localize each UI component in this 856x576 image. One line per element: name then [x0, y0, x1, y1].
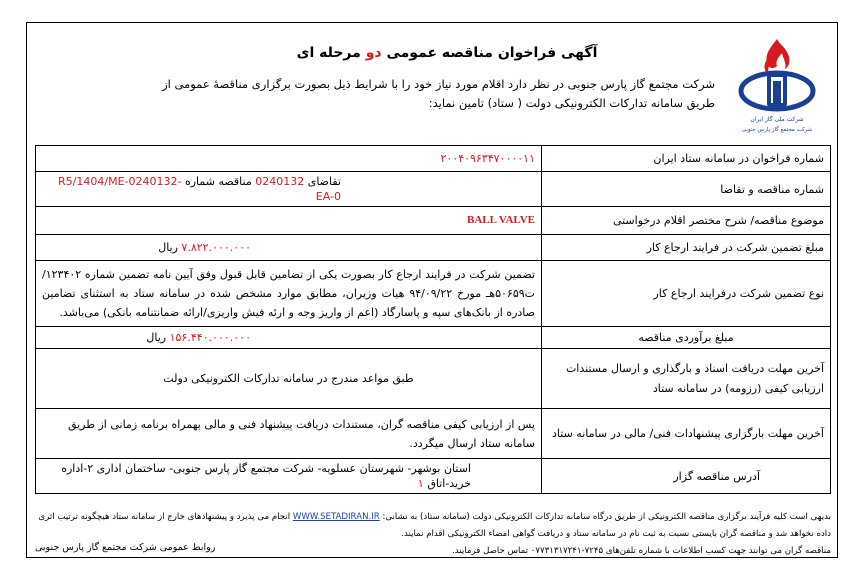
proposals-deadline: پس از ارزیابی کیفی مناقصه گران، مستندات دریافت پیشنهاد فنی و مالی بهمراه برنامه زمانی از طریق سامانه ستاد ارسال میگردد.: [36, 409, 542, 459]
guarantee-type: تضمین شرکت در فرایند ارجاع کار بصورت یکی از تضامین قابل قبول وفق آیین نامه تضمین شماره ۱۲۳۴۰۲/ت۵۰۶۵۹هـ مورخ ۹۴/۰۹/۲۲ هیات وزیران، مطابق موارد مشخص شده در سامانه ستاد به استثنای تضامین صادره از بانک‌های سپه و پاسارگاد (اعم از واریز وجه و ارئه فیش واریزی/ارائه ضمانتنامه بانکی) می‌باشد.: [36, 261, 542, 327]
tenderer-address: استان بوشهر- شهرستان عسلویه- شرکت مجتمع گاز پارس جنوبی- ساختمان اداری ۲-اداره خرید-اتاق ۱: [36, 459, 542, 494]
notice-frame: [26, 22, 838, 558]
documents-deadline: طبق مواعد مندرج در سامانه تدارکات الکترونیکی دولت: [36, 349, 542, 409]
estimated-amount: ۱۵۶.۴۴۰.۰۰۰.۰۰۰ ریال: [36, 327, 542, 349]
table-row: مبلغ تضمین شرکت در فرایند ارجاع کار ۷.۸۲۲.۰۰۰.۰۰۰ ریال: [36, 235, 831, 261]
setadiran-link[interactable]: WWW.SETADIRAN.IR: [292, 512, 380, 522]
tender-details-table: [35, 145, 831, 494]
table-row: آخرین مهلت دریافت اسناد و بارگذاری و ارسال مستندات ارزیابی کیفی (رزومه) در سامانه ستاد طبق مواعد مندرج در سامانه تدارکات الکترونیکی دولت: [36, 349, 831, 409]
page-title: آگهی فراخوان مناقصه عمومی دو مرحله ای: [296, 45, 598, 61]
intro-text: شرکت مجتمع گاز پارس جنوبی در نظر دارد اقلام مورد نیاز خود را با شرایط ذیل بصورت برگزاری مناقصۀ عمومی از طریق سامانه تدارکات الکترونیکی دولت ( ستاد) تامین نماید:: [162, 77, 715, 110]
table-row: آخرین مهلت بارگزاری پیشنهادات فنی/ مالی در سامانه ستاد پس از ارزیابی کیفی مناقصه گران، مستندات دریافت پیشنهاد فنی و مالی بهمراه برنامه زمانی از طریق سامانه ستاد ارسال میگردد.: [36, 409, 831, 459]
header: [27, 23, 837, 145]
guarantee-amount: ۷.۸۲۲.۰۰۰.۰۰۰ ریال: [36, 235, 542, 261]
svg-text:شرکت ملی گاز ایران: شرکت ملی گاز ایران: [750, 116, 804, 123]
footer-line-1: بدیهی است کلیه فرآیند برگزاری مناقصه الکترونیکی از طریق درگاه سامانه تدارکات الکترونیکی دولت (سامانه ستاد) به نشانی: WWW.SETADIRAN.IR انجام می پذیرد و پیشنهادهای خارج از سامانه ستاد هیچگونه ترتیب اثری داده نخواهد شد و مناقصه گران بایستی نسبت به ثبت نام در سامانه ستاد و دریافت گواهی امضاء الکترونیکی اقدام نمایند.: [38, 512, 831, 539]
table-row: آدرس مناقصه گزار استان بوشهر- شهرستان عسلویه- شرکت مجتمع گاز پارس جنوبی- ساختمان اداری ۲-اداره خرید-اتاق ۱: [36, 459, 831, 494]
nigc-logo-icon: [729, 33, 825, 141]
tender-subject: BALL VALVE: [36, 207, 542, 235]
table-row: نوع تضمین شرکت درفرایند ارجاع کار تضمین شرکت در فرایند ارجاع کار بصورت یکی از تضامین قابل قبول وفق آیین نامه تضمین شماره ۱۲۳۴۰۲/ت۵۰۶۵۹هـ مورخ ۹۴/۰۹/۲۲ هیات وزیران، مطابق موارد مشخص شده در سامانه ستاد به استثنای تضامین صادره از بانک‌های سپه و پاسارگاد (اعم از واریز وجه و ارئه فیش واریزی/ارائه ضمانتنامه بانکی) می‌باشد.: [36, 261, 831, 327]
table-row: شماره مناقصه و تقاضا تقاضای 0240132 مناقصه شماره R5/1404/ME-0240132-EA-0: [36, 172, 831, 207]
table-row: موضوع مناقصه/ شرح مختصر اقلام درخواستی BALL VALVE: [36, 207, 831, 235]
tender-call-number: ۲۰۰۴۰۹۶۳۴۷۰۰۰۰۱۱: [36, 146, 542, 172]
table-row: شماره فراخوان در سامانه ستاد ایران ۲۰۰۴۰۹۶۳۴۷۰۰۰۰۱۱: [36, 146, 831, 172]
public-relations-signature: روابط عمومی شرکت مجتمع گاز پارس جنوبی: [35, 542, 216, 553]
table-row: مبلغ برآوردی مناقصه ۱۵۶.۴۴۰.۰۰۰.۰۰۰ ریال: [36, 327, 831, 349]
footer-line-2: مناقصه گران می توانند جهت کسب اطلاعات با شماره تلفن‌های ۷۲۴۵-۰۷۷۳۱۳۱۷۲۴۱ تماس حاصل فرمایند.: [452, 546, 831, 556]
svg-text:شرکت مجتمع گاز پارس جنوبی: شرکت مجتمع گاز پارس جنوبی: [741, 127, 813, 133]
tender-number: تقاضای 0240132 مناقصه شماره R5/1404/ME-0240132-EA-0: [36, 172, 542, 207]
